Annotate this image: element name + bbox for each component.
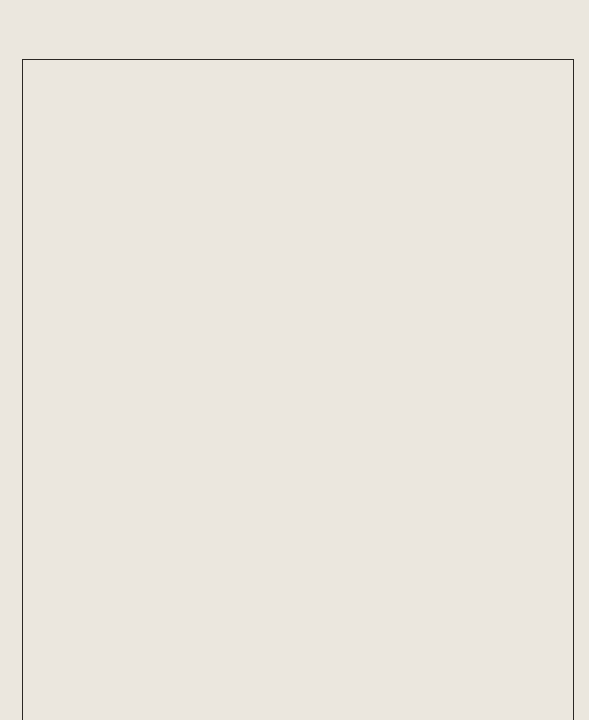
running-head [0,10,589,30]
rigging-table [22,59,574,720]
page-title [0,36,589,58]
